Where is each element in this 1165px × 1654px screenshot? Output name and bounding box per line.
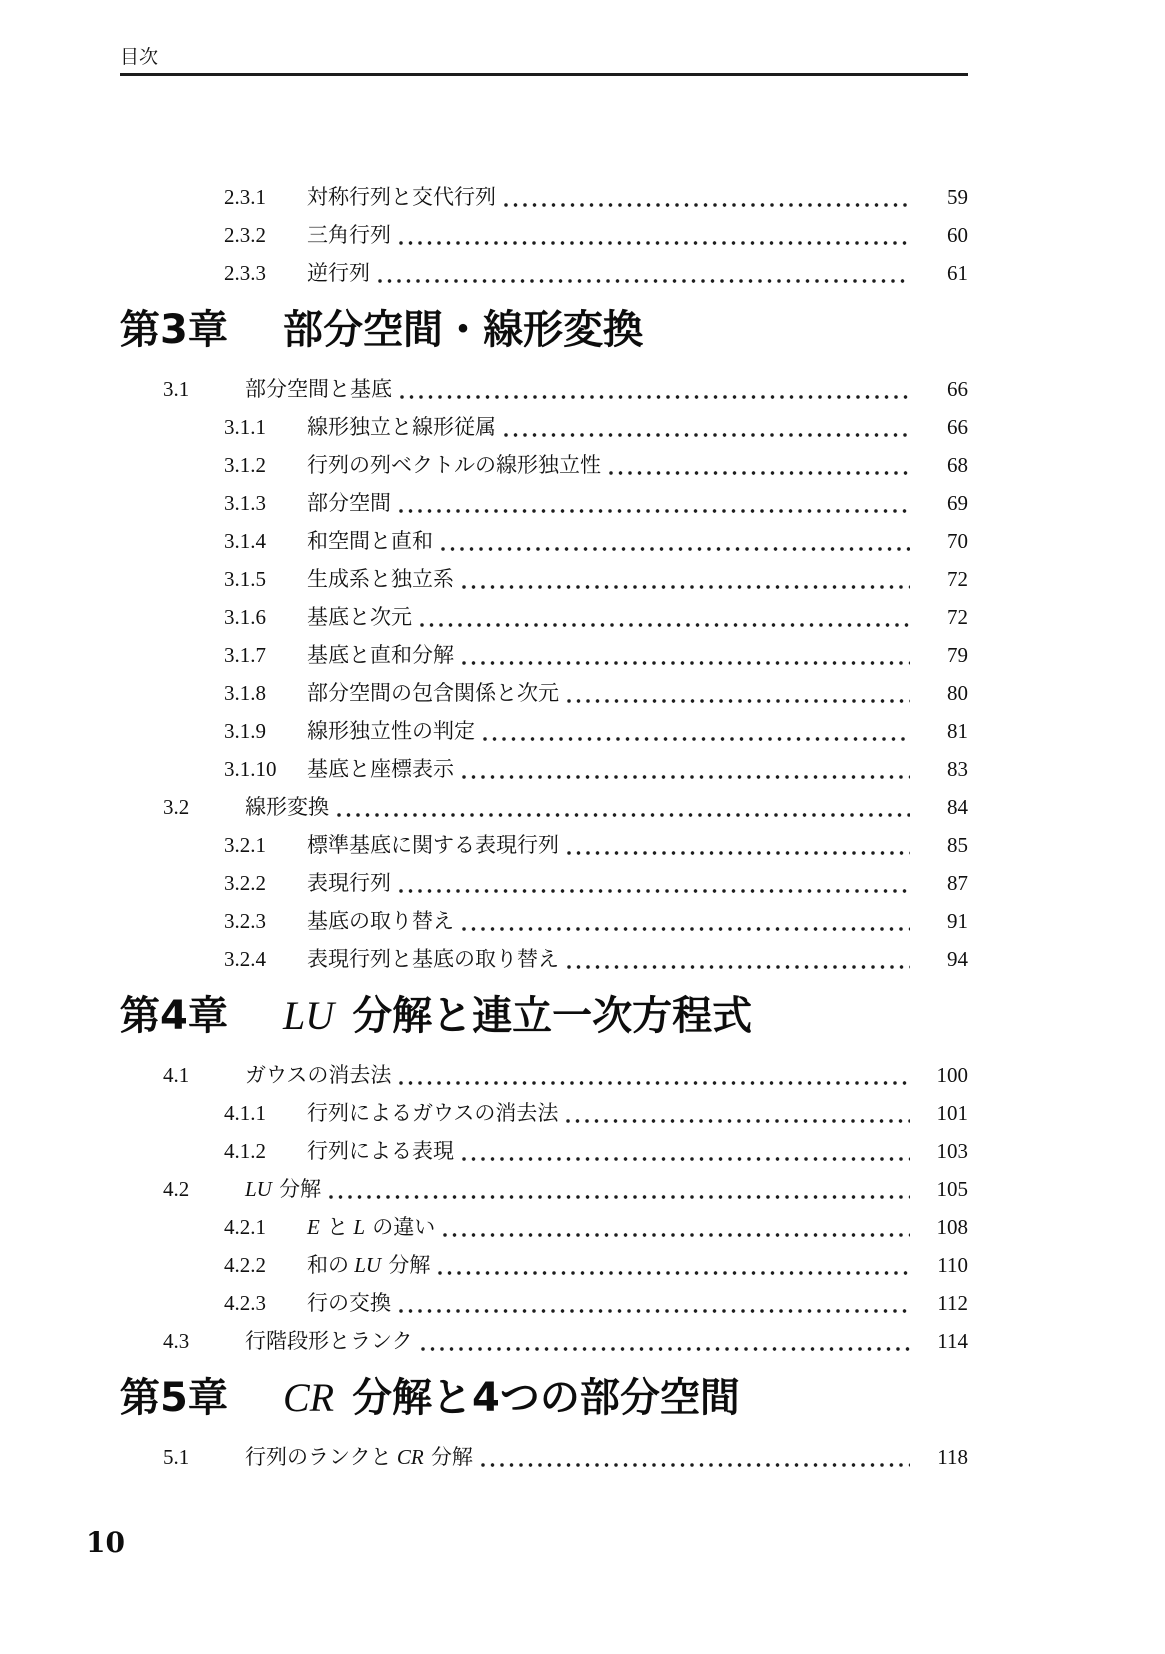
entry-title: 部分空間と基底 [245,377,392,401]
leader-dots [480,712,910,750]
leader-dots [606,446,910,484]
entry-number: 4.1.1 [224,1101,266,1125]
toc-entry[interactable] [120,1094,968,1132]
chapter-title: 部分空間・線形変換 [283,307,643,353]
entry-page: 114 [937,1329,968,1353]
entry-number: 3.2 [163,795,190,819]
entry-number: 4.2.2 [224,1253,266,1277]
toc-entry[interactable] [120,1132,968,1170]
leader-dots [435,1246,910,1284]
entry-title: 基底と座標表示 [307,757,454,781]
entry-page: 72 [947,567,968,591]
toc-entry[interactable] [120,1322,968,1360]
entry-page: 101 [936,1101,968,1125]
toc-entry[interactable] [120,446,968,484]
entry-title: 線形変換 [245,795,329,819]
toc-entry[interactable] [120,750,968,788]
entry-number: 3.1.2 [224,453,266,477]
toc-entry[interactable] [120,826,968,864]
entry-title: 三角行列 [307,223,391,247]
entry-number: 3.1.7 [224,643,266,667]
leader-dots [564,940,910,978]
entry-page: 59 [947,185,968,209]
entry-title: 基底と次元 [307,605,412,629]
entry-page: 79 [947,643,968,667]
leader-dots [459,1132,910,1170]
entry-page: 105 [936,1177,968,1201]
entry-title: 線形独立性の判定 [307,719,475,743]
chapter-heading [120,1373,968,1423]
entry-page: 108 [936,1215,968,1239]
entry-page: 112 [937,1291,968,1315]
leader-dots [440,1208,910,1246]
entry-page: 70 [947,529,968,553]
entry-title: 表現行列と基底の取り替え [307,947,559,971]
toc-entry[interactable] [120,636,968,674]
entry-title: 行列のランクと CR 分解 [245,1445,473,1469]
entry-number: 3.2.2 [224,871,266,895]
entry-title: 生成系と独立系 [307,567,454,591]
entry-page: 69 [947,491,968,515]
entry-page: 110 [937,1253,968,1277]
entry-title: 基底の取り替え [307,909,454,933]
toc-entry[interactable] [120,1208,968,1246]
entry-number: 4.2 [163,1177,190,1201]
leader-dots [459,902,910,940]
leader-dots [396,216,910,254]
entry-title: 行の交換 [307,1291,391,1315]
entry-page: 103 [936,1139,968,1163]
entry-number: 2.3.1 [224,185,266,209]
entry-title: 部分空間の包含関係と次元 [307,681,559,705]
entry-page: 94 [947,947,968,971]
toc [120,178,968,1476]
toc-entry[interactable] [120,902,968,940]
leader-dots [397,370,910,408]
entry-number: 3.1.10 [224,757,277,781]
entry-number: 3.1.3 [224,491,266,515]
toc-entry[interactable] [120,712,968,750]
entry-number: 3.2.3 [224,909,266,933]
entry-page: 85 [947,833,968,857]
leader-dots [564,826,910,864]
entry-number: 3.1.9 [224,719,266,743]
entry-number: 4.3 [163,1329,190,1353]
entry-page: 66 [947,415,968,439]
toc-entry[interactable] [120,940,968,978]
entry-title: 部分空間 [307,491,391,515]
entry-page: 80 [947,681,968,705]
leader-dots [396,864,910,902]
leader-dots [418,1322,910,1360]
entry-page: 100 [936,1063,968,1087]
entry-title: ガウスの消去法 [245,1063,392,1087]
leader-dots [326,1170,910,1208]
toc-entry[interactable] [120,560,968,598]
entry-title: 行列による表現 [307,1139,454,1163]
entry-number: 3.1.8 [224,681,266,705]
leader-dots [438,522,910,560]
chapter-title: LU 分解と連立一次方程式 [283,993,753,1039]
entry-number: 5.1 [163,1445,190,1469]
entry-number: 3.1.4 [224,529,266,553]
entry-title: 行階段形とランク [245,1329,413,1353]
entry-number: 4.2.3 [224,1291,266,1315]
leader-dots [417,598,910,636]
toc-entry[interactable] [120,1170,968,1208]
leader-dots [396,1284,910,1322]
toc-entry[interactable] [120,408,968,446]
entry-title: 表現行列 [307,871,391,895]
entry-number: 3.2.4 [224,947,266,971]
chapter-label: 第5章 [120,1375,228,1421]
page-number-footer: 10 [86,1526,125,1559]
entry-number: 2.3.2 [224,223,266,247]
entry-page: 91 [947,909,968,933]
entry-page: 72 [947,605,968,629]
toc-entry[interactable] [120,1056,968,1094]
entry-page: 84 [947,795,968,819]
entry-page: 60 [947,223,968,247]
chapter-title: CR 分解と4つの部分空間 [283,1375,740,1421]
entry-title: 行列によるガウスの消去法 [307,1101,559,1125]
leader-dots [396,484,910,522]
entry-page: 66 [947,377,968,401]
entry-number: 2.3.3 [224,261,266,285]
toc-entry[interactable] [120,522,968,560]
entry-title: 対称行列と交代行列 [307,185,496,209]
entry-title: 線形独立と線形従属 [307,415,496,439]
entry-title: E と L の違い [307,1215,436,1239]
leader-dots [396,1056,910,1094]
entry-page: 81 [947,719,968,743]
toc-entry[interactable] [120,674,968,712]
entry-title: 和空間と直和 [307,529,433,553]
entry-title: LU 分解 [245,1177,322,1201]
toc-entry[interactable] [120,864,968,902]
entry-number: 3.1 [163,377,190,401]
entry-page: 83 [947,757,968,781]
toc-entry[interactable] [120,254,968,292]
leader-dots [478,1438,910,1476]
toc-entry[interactable] [120,598,968,636]
leader-dots [564,674,910,712]
entry-number: 4.1.2 [224,1139,266,1163]
header-rule [120,73,968,76]
entry-title: 逆行列 [307,261,370,285]
toc-entry[interactable] [120,370,968,408]
running-header-title: 目次 [120,46,159,68]
chapter-label: 第4章 [120,993,228,1039]
chapter-heading [120,991,968,1041]
leader-dots [459,750,910,788]
entry-number: 3.2.1 [224,833,266,857]
entry-title: 行列の列ベクトルの線形独立性 [307,453,601,477]
toc-entry[interactable] [120,788,968,826]
toc-entry[interactable] [120,178,968,216]
leader-dots [563,1094,910,1132]
chapter-label: 第3章 [120,307,228,353]
entry-number: 3.1.1 [224,415,266,439]
toc-entry[interactable] [120,216,968,254]
leader-dots [334,788,910,826]
entry-title: 和の LU 分解 [307,1253,431,1277]
leader-dots [459,636,910,674]
entry-title: 基底と直和分解 [307,643,454,667]
toc-entry[interactable] [120,1284,968,1322]
entry-page: 68 [947,453,968,477]
page-content [120,0,968,1476]
entry-number: 4.2.1 [224,1215,266,1239]
entry-page: 87 [947,871,968,895]
entry-title: 標準基底に関する表現行列 [307,833,559,857]
toc-entry[interactable] [120,1246,968,1284]
chapter-heading [120,305,968,355]
entry-number: 4.1 [163,1063,190,1087]
leader-dots [501,178,910,216]
toc-entry[interactable] [120,484,968,522]
leader-dots [375,254,910,292]
leader-dots [459,560,910,598]
toc-entry[interactable] [120,1438,968,1476]
entry-page: 61 [947,261,968,285]
entry-number: 3.1.6 [224,605,266,629]
entry-page: 118 [937,1445,968,1469]
entry-number: 3.1.5 [224,567,266,591]
leader-dots [501,408,910,446]
